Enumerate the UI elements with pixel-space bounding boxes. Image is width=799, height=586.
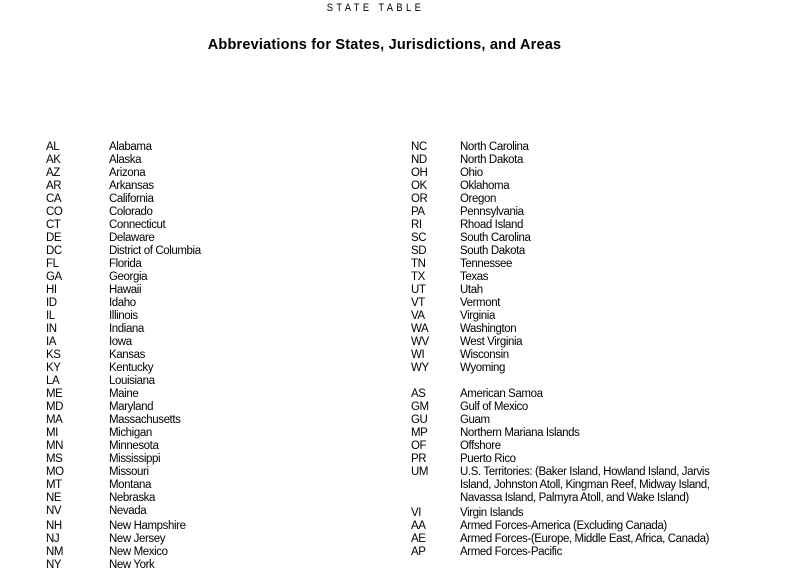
state-name: South Carolina [460, 232, 531, 244]
state-abbreviation: TX [411, 271, 425, 283]
state-abbreviation: TN [411, 258, 426, 270]
header-label: STATE TABLE [326, 2, 425, 14]
state-abbreviation: WA [411, 323, 429, 335]
state-name: Oklahoma [460, 180, 510, 192]
state-name: Wyoming [460, 362, 506, 374]
state-name: Kentucky [109, 362, 154, 374]
state-name: Colorado [109, 206, 153, 218]
state-name: Mississippi [109, 453, 161, 465]
state-name: Washington [460, 323, 517, 335]
territory-name: Gulf of Mexico [460, 401, 528, 413]
state-abbreviation: MT [46, 479, 62, 491]
territory-name: Puerto Rico [460, 453, 516, 465]
territory-abbreviation: AP [411, 546, 426, 558]
state-name: Iowa [109, 336, 132, 348]
state-abbreviation: KS [46, 349, 61, 361]
state-abbreviation: LA [46, 375, 60, 387]
state-name: Indiana [109, 323, 144, 335]
state-abbreviation: NV [46, 505, 62, 517]
state-abbreviation: MN [46, 440, 64, 452]
territory-abbreviation: MP [411, 427, 428, 439]
state-abbreviation: KY [46, 362, 61, 374]
state-name: Delaware [109, 232, 155, 244]
state-abbreviation: SD [411, 245, 427, 257]
state-name: Pennsylvania [460, 206, 524, 218]
territory-abbreviation: VI [411, 507, 422, 519]
state-name: Oregon [460, 193, 496, 205]
territory-name: Offshore [460, 440, 501, 452]
state-abbreviation: MA [46, 414, 63, 426]
state-abbreviation: HI [46, 284, 57, 296]
state-abbreviation: RI [411, 219, 422, 231]
state-name: New Jersey [109, 533, 166, 545]
territory-name: Virgin Islands [460, 507, 524, 519]
state-abbreviation: PA [411, 206, 425, 218]
state-name: Hawaii [109, 284, 142, 296]
state-name: North Carolina [460, 141, 529, 153]
state-abbreviation: OH [411, 167, 428, 179]
state-name: Ohio [460, 167, 483, 179]
state-abbreviation: OK [411, 180, 427, 192]
state-name: Illinois [109, 310, 138, 322]
state-name: Idaho [109, 297, 136, 309]
territory-name: Northern Mariana Islands [460, 427, 580, 439]
state-abbreviation: DC [46, 245, 62, 257]
state-abbreviation: MI [46, 427, 58, 439]
state-abbreviation: AR [46, 180, 62, 192]
state-name: Kansas [109, 349, 145, 361]
state-abbreviation: ND [411, 154, 427, 166]
state-name: South Dakota [460, 245, 525, 257]
state-name: Missouri [109, 466, 149, 478]
state-abbreviation: ID [46, 297, 57, 309]
state-name: Nevada [109, 505, 147, 517]
territory-abbreviation: OF [411, 440, 427, 452]
territory-name: Armed Forces-(Europe, Middle East, Africa, Canada) [460, 533, 710, 545]
territory-abbreviation: PR [411, 453, 427, 465]
state-abbreviation: AK [46, 154, 61, 166]
state-abbreviation: NJ [46, 533, 60, 545]
territory-abbreviation: UM [411, 466, 429, 478]
state-abbreviation: ME [46, 388, 63, 400]
state-abbreviation: NC [411, 141, 427, 153]
territory-name: American Samoa [460, 388, 543, 400]
state-abbreviation: NM [46, 546, 64, 558]
territory-abbreviation: GM [411, 401, 429, 413]
state-name: Texas [460, 271, 489, 283]
state-name: Utah [460, 284, 483, 296]
state-name: District of Columbia [109, 245, 201, 257]
territory-abbreviation: AS [411, 388, 426, 400]
state-abbreviation: VA [411, 310, 425, 322]
state-name: Nebraska [109, 492, 156, 504]
state-name: Vermont [460, 297, 501, 309]
state-name: Florida [109, 258, 142, 270]
territory-name: Armed Forces-America (Excluding Canada) [460, 520, 667, 532]
state-abbreviation: WV [411, 336, 429, 348]
state-abbreviation: CT [46, 219, 61, 231]
state-name: California [109, 193, 154, 205]
state-name: Maryland [109, 401, 154, 413]
state-abbreviation: VT [411, 297, 425, 309]
territory-name: U.S. Territories: (Baker Island, Howland Island, Jarvis Island, Johnston Atoll, Kingman Reef, Midway Island, Navassa Island, Palmyra Atoll, and Wake Island) [460, 466, 710, 504]
state-name: North Dakota [460, 154, 523, 166]
state-name: New York [109, 559, 155, 571]
state-name: Maine [109, 388, 139, 400]
state-abbreviation: MD [46, 401, 64, 413]
state-name: Tennessee [460, 258, 513, 270]
state-abbreviation: NH [46, 520, 62, 532]
state-name: Alaska [109, 154, 142, 166]
state-abbreviation: CA [46, 193, 62, 205]
state-abbreviation: MS [46, 453, 63, 465]
territory-abbreviation: GU [411, 414, 428, 426]
state-name: Virginia [460, 310, 495, 322]
territory-name: Armed Forces-Pacific [460, 546, 562, 558]
state-abbreviation: WY [411, 362, 429, 374]
state-name: Georgia [109, 271, 148, 283]
state-name: New Hampshire [109, 520, 186, 532]
state-name: Arizona [109, 167, 146, 179]
state-abbreviation: GA [46, 271, 62, 283]
state-abbreviation: MO [46, 466, 64, 478]
state-name: Connecticut [109, 219, 166, 231]
state-name: Wisconsin [460, 349, 509, 361]
state-name: Montana [109, 479, 151, 491]
state-abbreviation: AL [46, 141, 60, 153]
state-abbreviation: DE [46, 232, 62, 244]
state-name: Arkansas [109, 180, 154, 192]
state-name: Massachusetts [109, 414, 181, 426]
territory-abbreviation: AA [411, 520, 426, 532]
state-abbreviation: IA [46, 336, 57, 348]
state-name: Rhoad Island [460, 219, 523, 231]
state-abbreviation: IL [46, 310, 55, 322]
state-abbreviation: IN [46, 323, 57, 335]
state-abbreviation: FL [46, 258, 59, 270]
state-abbreviation: NY [46, 559, 62, 571]
state-name: Louisiana [109, 375, 155, 387]
state-abbreviation: NE [46, 492, 62, 504]
state-name: New Mexico [109, 546, 168, 558]
page-title: Abbreviations for States, Jurisdictions, and Areas [207, 37, 562, 53]
territory-abbreviation: AE [411, 533, 426, 545]
state-abbreviation: OR [411, 193, 428, 205]
state-name: Minnesota [109, 440, 159, 452]
state-name: Michigan [109, 427, 152, 439]
state-name: Alabama [109, 141, 152, 153]
state-abbreviation: SC [411, 232, 427, 244]
territory-name: Guam [460, 414, 490, 426]
state-abbreviation: WI [411, 349, 425, 361]
state-name: West Virginia [460, 336, 523, 348]
state-abbreviation: CO [46, 206, 63, 218]
state-abbreviation: AZ [46, 167, 60, 179]
state-abbreviation: UT [411, 284, 426, 296]
